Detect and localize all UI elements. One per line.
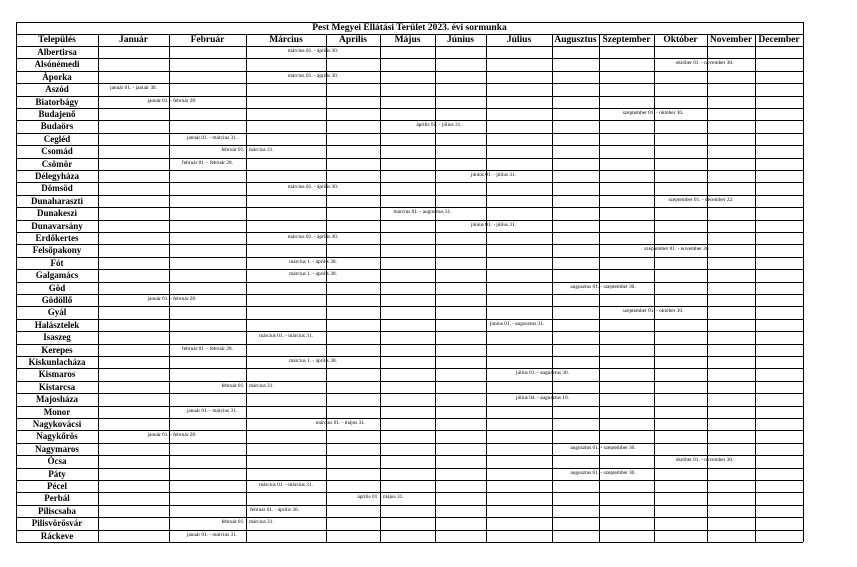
header-month: Június (447, 35, 474, 45)
period-label: március 1. - április 30. (289, 271, 337, 278)
settlement-name: Dunaharaszti (30, 195, 83, 206)
settlement-name: Budajenő (38, 109, 76, 119)
settlement-name: Erdőkertes (35, 233, 79, 243)
settlement-name: Fót (50, 257, 64, 268)
period-label: június 01. - július 31. (470, 221, 517, 228)
settlement-name: Csomád (41, 146, 73, 157)
header-month: Május (394, 35, 421, 45)
settlement-name: Ócsa (47, 456, 67, 467)
period-label: szeptember 01. - október 30. (622, 308, 684, 315)
header-settlement: Település (38, 35, 76, 45)
period-label: március 01. - április 30. (287, 48, 339, 54)
settlement-name: Cegléd (43, 133, 71, 144)
settlement-name: Áporka (42, 71, 72, 82)
header-month: Augusztus (554, 35, 597, 45)
period-label: január 01. - március 31. (186, 531, 238, 538)
period-label: március 01. - május 31. (315, 420, 366, 426)
settlement-name: Nagykőrös (36, 431, 78, 442)
period-label: január 01. - március 31. (186, 134, 238, 141)
period-label: március 01. - április 30. (287, 234, 339, 240)
settlement-name: Páty (48, 468, 66, 479)
settlement-name: Kistarcsa (38, 381, 76, 392)
period-label: március 1. - április 30. (289, 258, 337, 265)
row-divider (16, 331, 803, 332)
column-divider (246, 34, 247, 542)
settlement-name: Nagykovácsi (32, 419, 82, 429)
period-label: február 01. - február 28. (182, 345, 233, 352)
period-label: március 01. - március 31. (259, 333, 313, 340)
header-month: Július (506, 35, 532, 45)
period-label: január 01. - január 30. (110, 85, 157, 92)
period-label: szeptember 01. - november 30. (644, 246, 710, 253)
row-divider (16, 356, 803, 357)
period-label: április 01. - május 31. (357, 494, 404, 501)
period-label: január 01. - február 28. (147, 296, 197, 302)
period-label: március 01. - március 31. (259, 482, 313, 488)
settlement-name: Perbál (44, 493, 70, 504)
period-label: április 01. - július 31. (416, 122, 462, 129)
settlement-name: Kismaros (38, 369, 76, 380)
period-label: augusztus 01. - szeptember 30. (570, 444, 636, 451)
period-label: január 01. - február 28. (147, 432, 197, 439)
period-label: március 1. - április 30. (289, 358, 337, 364)
column-divider (169, 34, 170, 542)
settlement-name: Kerepes (41, 344, 73, 355)
table-right-border (803, 22, 804, 542)
header-month: November (709, 35, 753, 45)
period-label: augusztus 01. - szeptember 30. (570, 469, 636, 476)
period-label: február 01. - február 28. (182, 159, 233, 166)
period-label: augusztus 01. - szeptember 30. (570, 283, 636, 290)
period-label: március 01. - április 30. (287, 184, 339, 191)
header-month: Március (269, 35, 303, 45)
period-label: február 01. - március 31. (221, 519, 274, 526)
period-label: március 01. - április 30. (287, 72, 339, 79)
column-divider (326, 34, 327, 542)
settlement-name: Dunavarsány (31, 220, 83, 231)
settlement-name: Albertirsa (37, 47, 77, 57)
settlement-name: Monor (43, 406, 71, 417)
header-month: Február (190, 35, 225, 45)
header-bottom-border (16, 46, 803, 47)
row-divider (16, 182, 803, 183)
column-divider (435, 34, 436, 542)
settlement-name: Galgamács (35, 270, 79, 281)
row-divider (16, 480, 803, 481)
period-label: június 01. - július 31. (470, 172, 517, 178)
settlement-name: Alsónémedi (34, 59, 80, 70)
settlement-name: Gödöllő (41, 295, 73, 305)
table-top-border (16, 22, 803, 23)
settlement-name: Felsőpakony (32, 245, 82, 256)
row-divider (16, 517, 803, 518)
settlement-name: Majosháza (36, 394, 78, 405)
column-divider (486, 34, 487, 542)
period-label: szeptember 01. - december 22. (668, 196, 734, 203)
row-divider (16, 269, 803, 270)
settlement-name: Biatorbágy (35, 96, 79, 107)
settlement-name: Délegyháza (35, 171, 79, 181)
period-label: július 04. - augusztus 10. (516, 395, 569, 402)
settlement-name: Dunakeszi (36, 208, 77, 219)
period-label: szeptember 01. - október 30. (622, 110, 684, 116)
header-month: Április (339, 35, 367, 45)
settlement-name: Ráckeve (40, 530, 74, 541)
period-label: június 01. - augusztus 31. (489, 320, 545, 327)
column-divider (755, 34, 756, 542)
row-divider (16, 170, 803, 171)
settlement-name: Nagymaros (35, 443, 79, 454)
header-month: Szeptember (602, 35, 651, 45)
settlement-name: Budaörs (40, 121, 74, 132)
settlement-name: Kiskunlacháza (28, 357, 86, 367)
period-label: október 01. - november 30. (675, 457, 734, 464)
settlement-name: Dömsöd (41, 183, 73, 194)
period-label: január 01. - március 31. (186, 407, 238, 414)
header-month: Október (663, 35, 698, 45)
settlement-name: Piliscsaba (37, 505, 76, 516)
period-label: január 01. - február 28. (147, 97, 197, 104)
settlement-name: Aszód (45, 84, 69, 95)
header-month: December (758, 35, 800, 45)
settlement-name: Göd (48, 282, 66, 293)
settlement-name: Pécel (47, 481, 67, 491)
period-label: február 01. - április 30. (250, 506, 299, 513)
settlement-name: Pilisvörösvár (31, 518, 83, 529)
row-divider (16, 381, 803, 382)
period-label: február 01. - március 31. (221, 147, 274, 154)
row-divider (16, 232, 803, 233)
period-label: március 01. - augusztus 31. (393, 209, 452, 216)
settlement-name: Gyál (47, 307, 67, 318)
row-divider (16, 344, 803, 345)
settlement-name: Csömör (41, 158, 73, 169)
period-label: október 01. - november 30. (675, 60, 734, 67)
header-month: Január (118, 35, 149, 45)
settlement-name: Halásztelek (34, 319, 80, 330)
sheet-title: Pest Megyei Ellátási Terület 2023. évi sormunka (312, 23, 507, 33)
settlement-name: Isaszeg (43, 332, 71, 343)
period-label: július 01. - augusztus 30. (516, 370, 569, 377)
row-divider (16, 158, 803, 159)
column-divider (380, 34, 381, 542)
period-label: február 01. - március 31. (221, 382, 274, 389)
row-divider (16, 368, 803, 369)
column-divider (98, 34, 99, 542)
row-divider (16, 393, 803, 394)
row-divider (16, 282, 803, 283)
